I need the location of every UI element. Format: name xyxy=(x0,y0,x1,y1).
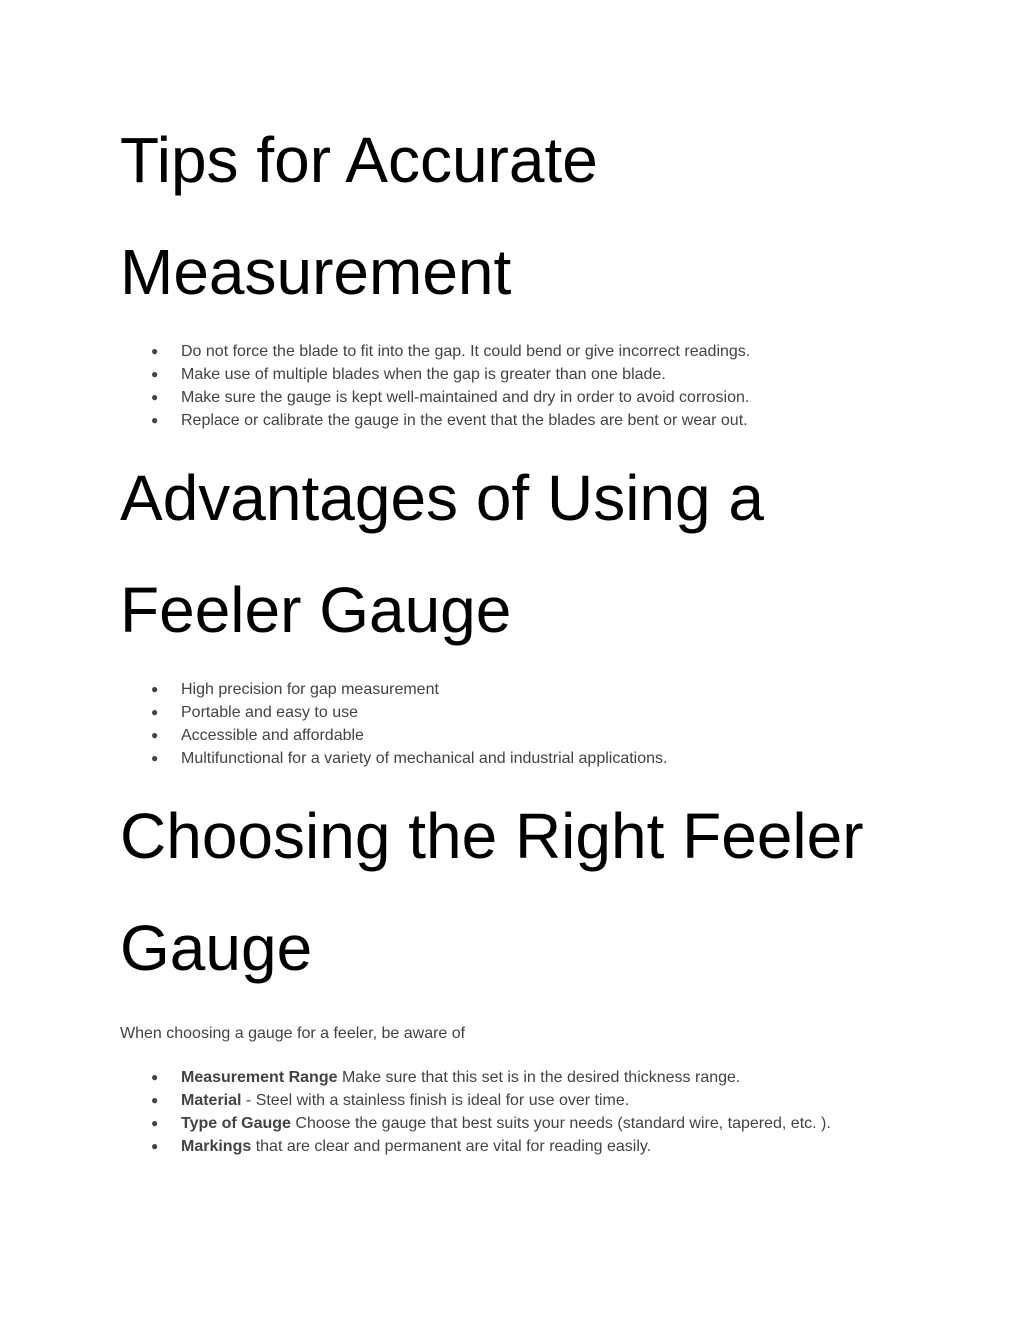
list-item: ● Make sure the gauge is kept well-maintained and dry in order to avoid corrosion. xyxy=(120,386,920,409)
criterion-description: Choose the gauge that best suits your needs (standard wire, tapered, etc. ). xyxy=(290,1115,831,1132)
document-page xyxy=(120,0,920,1158)
heading-line: Measurement xyxy=(120,236,512,308)
bullet-icon: ● xyxy=(151,413,159,427)
bullet-icon: ● xyxy=(151,1093,159,1107)
advantages-list xyxy=(120,678,920,770)
criterion-description: that are clear and permanent are vital for reading easily. xyxy=(251,1138,652,1155)
heading-line: Choosing the Right Feeler xyxy=(120,800,864,872)
list-item xyxy=(120,1066,920,1089)
tips-list xyxy=(120,340,920,432)
criterion-description: Make sure that this set is in the desired thickness range. xyxy=(337,1069,741,1086)
heading-line: Tips for Accurate xyxy=(120,124,598,196)
bullet-icon: ● xyxy=(151,728,159,742)
criterion-term: Markings xyxy=(181,1138,252,1155)
list-item xyxy=(120,1135,920,1158)
bullet-icon: ● xyxy=(151,390,159,404)
choosing-criteria-list xyxy=(120,1066,920,1158)
list-item: ● Portable and easy to use xyxy=(120,701,920,724)
bullet-icon: ● xyxy=(151,1116,159,1130)
criterion-term: Material xyxy=(181,1092,242,1109)
heading-line: Gauge xyxy=(120,912,313,984)
criterion-term: Type of Gauge xyxy=(181,1115,291,1132)
intro-paragraph: When choosing a gauge for a feeler, be aware of xyxy=(120,1025,466,1042)
heading-advantages xyxy=(120,442,920,666)
list-item: ● Replace or calibrate the gauge in the event that the blades are bent or wear out. xyxy=(120,409,920,432)
heading-tips-accurate-measurement xyxy=(120,104,920,328)
list-item: ● Multifunctional for a variety of mechanical and industrial applications. xyxy=(120,747,920,770)
list-item: ● Make use of multiple blades when the gap is greater than one blade. xyxy=(120,363,920,386)
bullet-icon: ● xyxy=(151,682,159,696)
list-item: ● Do not force the blade to fit into the gap. It could bend or give incorrect readings. xyxy=(120,340,920,363)
bullet-icon: ● xyxy=(151,705,159,719)
bullet-icon: ● xyxy=(151,367,159,381)
list-item xyxy=(120,1112,920,1135)
list-item: ● High precision for gap measurement xyxy=(120,678,920,701)
heading-line: Feeler Gauge xyxy=(120,574,512,646)
bullet-icon: ● xyxy=(151,344,159,358)
criterion-term: Measurement Range xyxy=(181,1069,338,1086)
bullet-icon: ● xyxy=(151,1070,159,1084)
heading-choosing-gauge xyxy=(120,780,920,1004)
bullet-icon: ● xyxy=(151,1139,159,1153)
bullet-icon: ● xyxy=(151,751,159,765)
list-item xyxy=(120,1089,920,1112)
heading-line: Advantages of Using a xyxy=(120,462,764,534)
criterion-description: - Steel with a stainless finish is ideal for use over time. xyxy=(241,1092,630,1109)
list-item: ● Accessible and affordable xyxy=(120,724,920,747)
